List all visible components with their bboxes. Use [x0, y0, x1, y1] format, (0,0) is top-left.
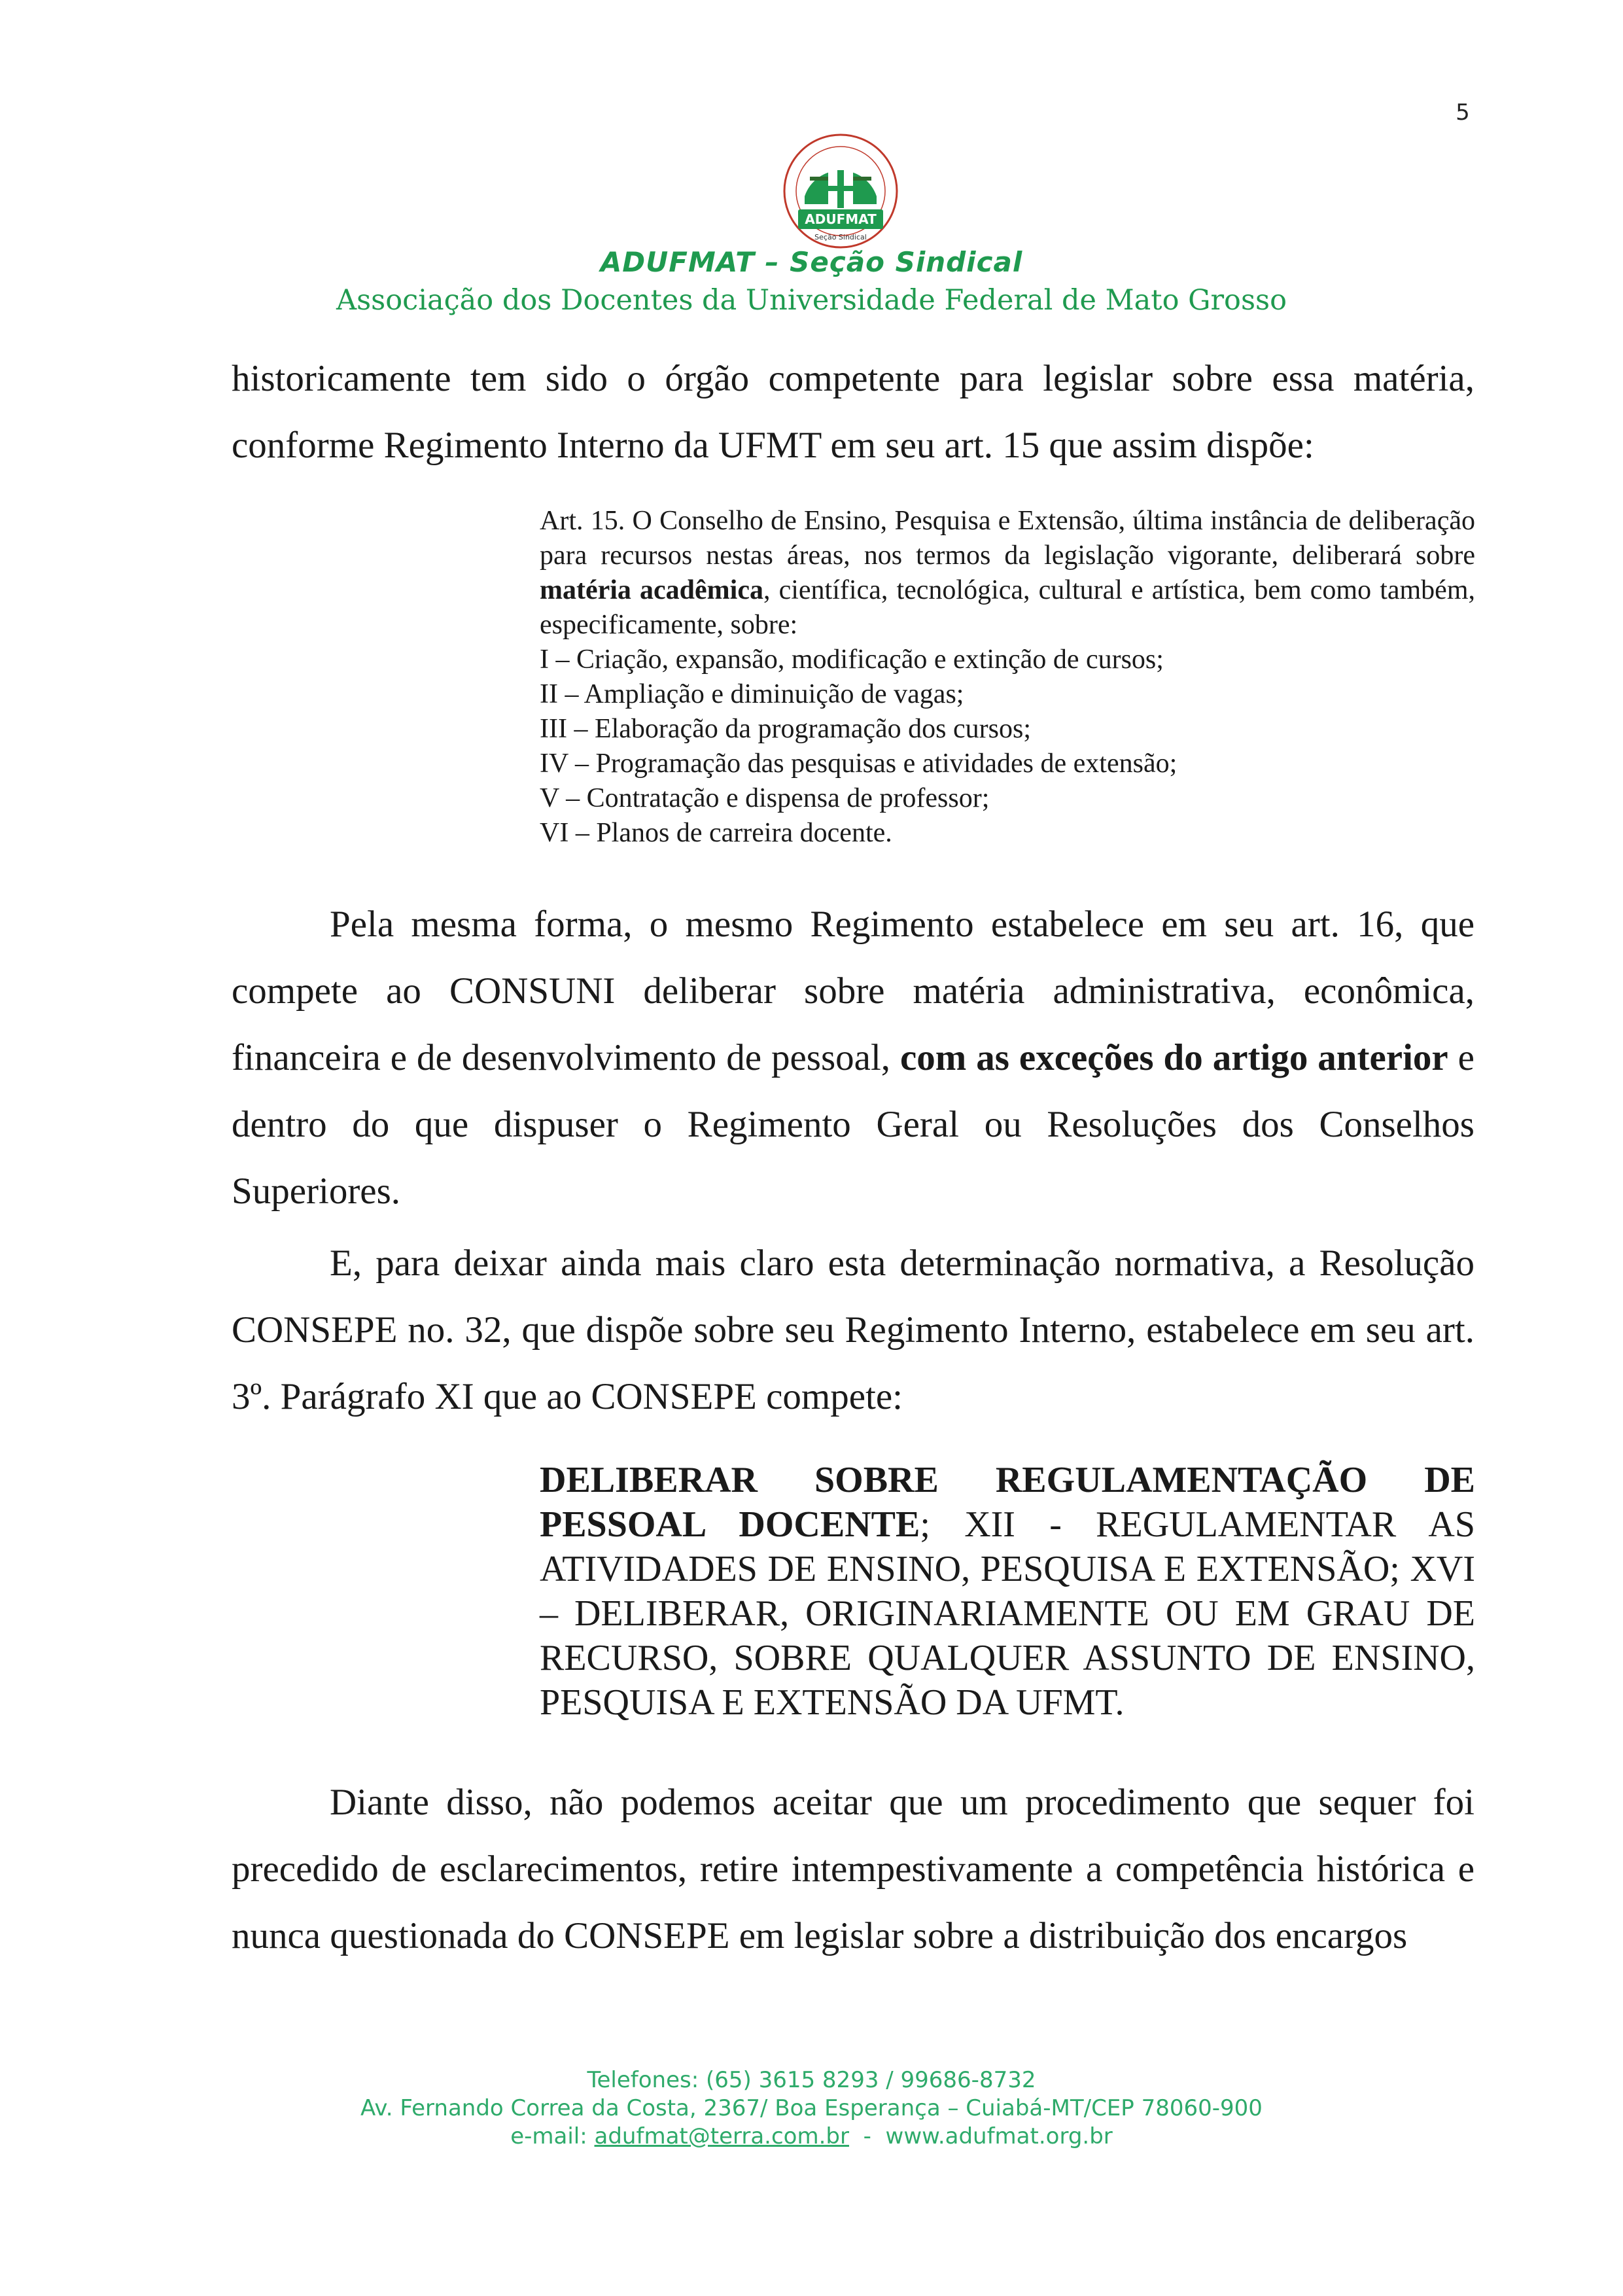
footer-email-link[interactable]: adufmat@terra.com.br	[594, 2123, 849, 2149]
paragraph-1: historicamente tem sido o órgão competente para legislar sobre essa matéria, conforme Regimento Interno da UFMT em seu art. 15 que assim dispõe:	[232, 358, 1475, 466]
footer-phones: Telefones: (65) 3615 8293 / 99686-8732	[587, 2067, 1036, 2093]
quote-art-15	[540, 504, 1475, 851]
paragraph-3: E, para deixar ainda mais claro esta determinação normativa, a Resolução CONSEPE no. 32, que dispõe sobre seu Regimento Interno, estabelece em seu art. 3º. Parágrafo XI que ao CONSEPE compete:	[232, 1243, 1475, 1417]
quote-item: III – Elaboração da programação dos cursos;	[540, 714, 1032, 744]
page-number: 5	[1456, 99, 1470, 126]
logo-small-text: Seção Sindical	[814, 233, 867, 241]
paragraph-2: Pela mesma forma, o mesmo Regimento estabelece em seu art. 16, que compete ao CONSUNI deliberar sobre matéria administrativa, econômica, financeira e de desenvolvimento de pessoal, com as exceções do artigo anterior e dentro do que dispuser o Regimento Geral ou Resoluções dos Conselhos Superiores.	[232, 904, 1475, 1212]
quote-intro: Art. 15. O Conselho de Ensino, Pesquisa e Extensão, última instância de deliberação para recursos nestas áreas, nos termos da legislação vigorante, deliberará sobre matéria acadêmica, científica, tecnológica, cultural e artística, bem como também, especificamente, sobre:	[540, 506, 1475, 640]
org-title: ADUFMAT – Seção Sindical	[600, 246, 1023, 278]
footer-separator: -	[863, 2123, 871, 2149]
footer-address: Av. Fernando Correa da Costa, 2367/ Boa Esperança – Cuiabá-MT/CEP 78060-900	[360, 2095, 1263, 2121]
quote-item: II – Ampliação e diminuição de vagas;	[540, 679, 964, 709]
footer-contact	[0, 2123, 1623, 2151]
footer-email-label: e-mail:	[510, 2123, 587, 2149]
paragraph-2-bold: com as exceções do artigo anterior	[900, 1037, 1448, 1078]
adufmat-logo	[772, 131, 909, 262]
quote-consepe: DELIBERAR SOBRE REGULAMENTAÇÃO DE PESSOAL DOCENTE; XII - REGULAMENTAR AS ATIVIDADES DE ENSINO, PESQUISA E EXTENSÃO; XVI – DELIBERAR, ORIGINARIAMENTE OU EM GRAU DE RECURSO, SOBRE QUALQUER ASSUNTO DE ENSINO, PESQUISA E EXTENSÃO DA UFMT.	[540, 1460, 1475, 1723]
footer-website[interactable]: www.adufmat.org.br	[885, 2123, 1113, 2149]
quote-bold-term: matéria acadêmica	[540, 575, 763, 605]
quote-item: IV – Programação das pesquisas e atividades de extensão;	[540, 749, 1178, 779]
org-subtitle: Associação dos Docentes da Universidade Federal de Mato Grosso	[336, 284, 1287, 317]
quote-item: VI – Planos de carreira docente.	[540, 818, 892, 848]
quote-item: V – Contratação e dispensa de professor;	[540, 783, 990, 813]
quote-consepe-bold: DELIBERAR SOBRE REGULAMENTAÇÃO DE PESSOAL DOCENTE	[540, 1460, 1475, 1545]
paragraph-4: Diante disso, não podemos aceitar que um procedimento que sequer foi precedido de esclarecimentos, retire intempestivamente a competência histórica e nunca questionada do CONSEPE em legislar sobre a distribuição dos encargos	[232, 1782, 1475, 1956]
logo-badge-text: ADUFMAT	[805, 211, 877, 227]
quote-item: I – Criação, expansão, modificação e extinção de cursos;	[540, 645, 1164, 675]
